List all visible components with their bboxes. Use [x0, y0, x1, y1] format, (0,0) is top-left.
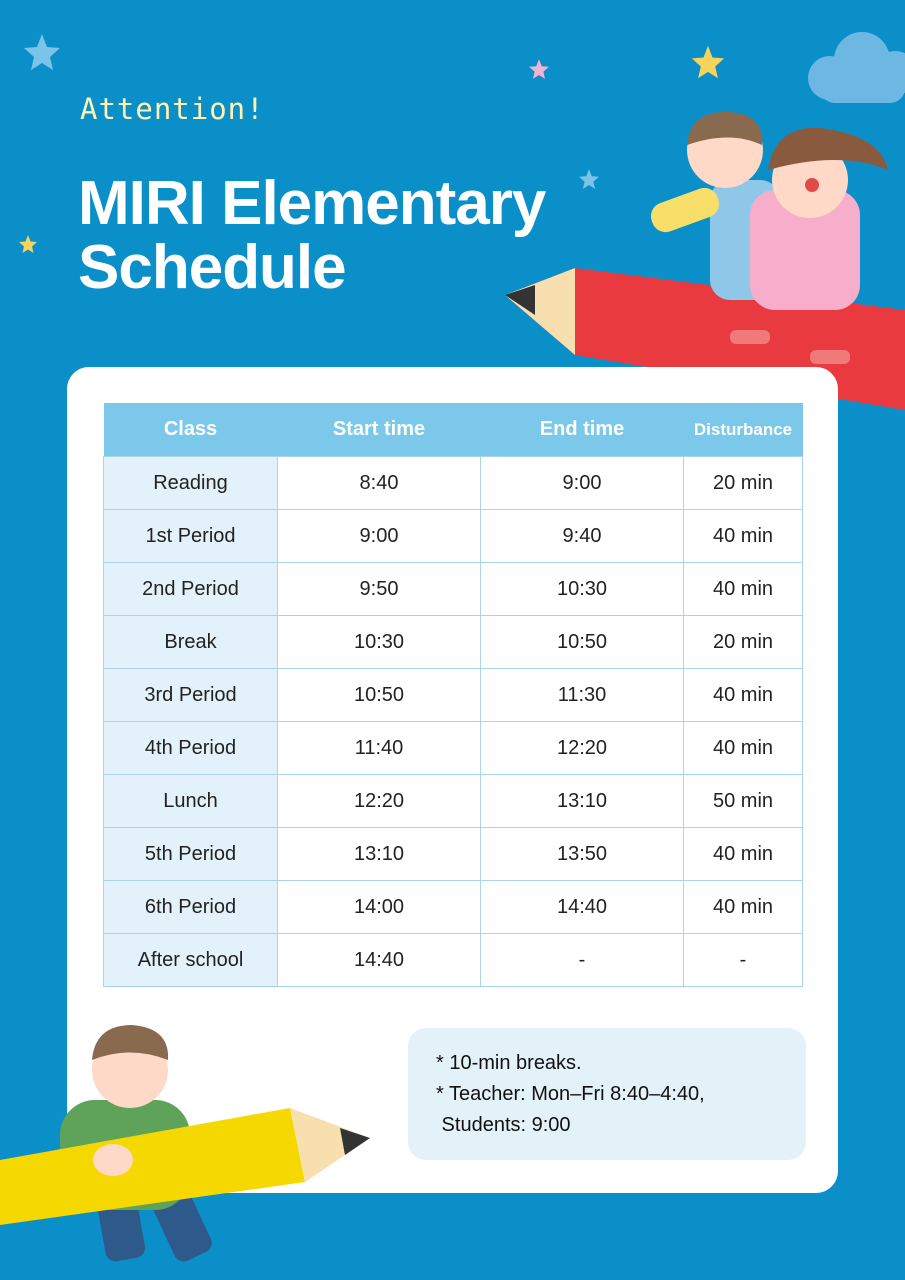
- table-row: [104, 510, 803, 563]
- table-row: [104, 616, 803, 669]
- table-row: [104, 669, 803, 722]
- cell-disturbance: 40 min: [684, 563, 803, 616]
- cell-end-time: 10:30: [481, 563, 684, 616]
- star-icon: [690, 44, 726, 80]
- table-row: [104, 934, 803, 987]
- cell-disturbance: 20 min: [684, 457, 803, 510]
- cell-start-time: 14:00: [278, 881, 481, 934]
- cell-end-time: -: [481, 934, 684, 987]
- cell-class: 3rd Period: [104, 669, 278, 722]
- cell-start-time: 11:40: [278, 722, 481, 775]
- title-line-2: Schedule: [78, 233, 346, 302]
- page-title: [78, 169, 546, 302]
- cell-end-time: 10:50: [481, 616, 684, 669]
- table-row: [104, 457, 803, 510]
- star-icon: [18, 234, 38, 254]
- schedule-table: [103, 403, 803, 987]
- cell-disturbance: 20 min: [684, 616, 803, 669]
- cell-disturbance: 50 min: [684, 775, 803, 828]
- note-teacher-hours: * Teacher: Mon–Fri 8:40–4:40,: [436, 1083, 705, 1105]
- cell-end-time: 12:20: [481, 722, 684, 775]
- kid-with-yellow-pencil-illustration: [0, 1020, 380, 1280]
- cell-start-time: 10:30: [278, 616, 481, 669]
- cell-end-time: 9:00: [481, 457, 684, 510]
- cell-disturbance: 40 min: [684, 828, 803, 881]
- cell-class: After school: [104, 934, 278, 987]
- cell-class: 5th Period: [104, 828, 278, 881]
- cell-disturbance: 40 min: [684, 510, 803, 563]
- note-students-hours: Students: 9:00: [436, 1114, 571, 1136]
- cell-start-time: 13:10: [278, 828, 481, 881]
- table-row: [104, 722, 803, 775]
- cell-end-time: 14:40: [481, 881, 684, 934]
- table-row: [104, 563, 803, 616]
- cloud-icon: [800, 28, 905, 108]
- cell-disturbance: 40 min: [684, 722, 803, 775]
- column-header-disturbance: Disturbance: [684, 403, 803, 457]
- cell-class: 6th Period: [104, 881, 278, 934]
- cell-start-time: 12:20: [278, 775, 481, 828]
- table-row: [104, 881, 803, 934]
- table-row: [104, 775, 803, 828]
- cell-class: 4th Period: [104, 722, 278, 775]
- cell-end-time: 9:40: [481, 510, 684, 563]
- cell-end-time: 13:10: [481, 775, 684, 828]
- cell-end-time: 11:30: [481, 669, 684, 722]
- column-header-end-time: End time: [481, 403, 684, 457]
- cell-class: Lunch: [104, 775, 278, 828]
- table-header-row: [104, 403, 803, 457]
- cell-disturbance: 40 min: [684, 669, 803, 722]
- title-line-1: MIRI Elementary: [78, 169, 546, 238]
- star-icon: [22, 32, 62, 72]
- cell-disturbance: 40 min: [684, 881, 803, 934]
- cell-start-time: 9:50: [278, 563, 481, 616]
- cell-start-time: 14:40: [278, 934, 481, 987]
- cell-start-time: 8:40: [278, 457, 481, 510]
- cell-class: Reading: [104, 457, 278, 510]
- star-icon: [528, 58, 550, 80]
- attention-label: Attention!: [80, 92, 265, 126]
- cell-start-time: 9:00: [278, 510, 481, 563]
- cell-start-time: 10:50: [278, 669, 481, 722]
- cell-class: 2nd Period: [104, 563, 278, 616]
- column-header-class: Class: [104, 403, 278, 457]
- note-breaks: * 10-min breaks.: [436, 1052, 582, 1074]
- notes-box: [408, 1028, 806, 1160]
- table-row: [104, 828, 803, 881]
- cell-class: Break: [104, 616, 278, 669]
- cell-class: 1st Period: [104, 510, 278, 563]
- cell-disturbance: -: [684, 934, 803, 987]
- column-header-start-time: Start time: [278, 403, 481, 457]
- cell-end-time: 13:50: [481, 828, 684, 881]
